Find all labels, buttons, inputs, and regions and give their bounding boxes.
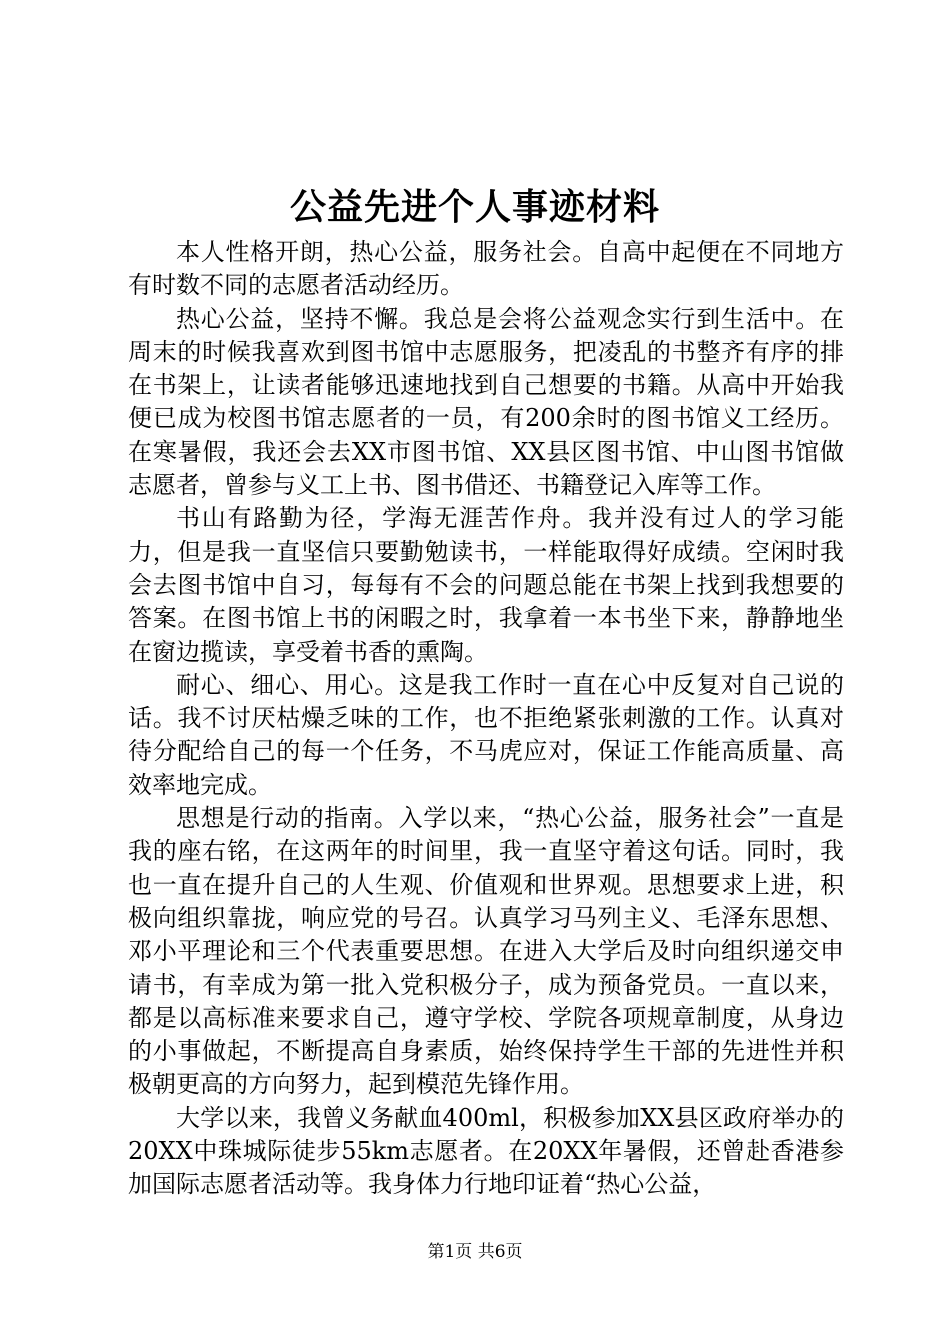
paragraph: 大学以来，我曾义务献血400ml，积极参加XX县区政府举办的20XX中珠城际徒步55km志愿者。在20XX年暑假，还曾赴香港参加国际志愿者活动等。我身体力行地印证着“热心公益， [128, 1103, 844, 1199]
paragraph: 书山有路勤为径，学海无涯苦作舟。我并没有过人的学习能力，但是我一直坚信只要勤勉读书，一样能取得好成绩。空闲时我会去图书馆中自习，每每有不会的问题总能在书架上找到我想要的答案。在图书馆上书的闲暇之时，我拿着一本书坐下来，静静地坐在窗边揽读，享受着书香的熏陶。 [128, 504, 844, 666]
document-title: 公益先进个人事迹材料 [289, 186, 660, 228]
paragraph: 热心公益，坚持不懈。我总是会将公益观念实行到生活中。在周末的时候我喜欢到图书馆中志愿服务，把凌乱的书整齐有序的排在书架上，让读者能够迅速地找到自己想要的书籍。从高中开始我便已成为校图书馆志愿者的一员，有200余时的图书馆义工经历。在寒暑假，我还会去XX市图书馆、XX县区图书馆、中山图书馆做志愿者，曾参与义工上书、图书借还、书籍登记入库等工作。 [128, 304, 844, 500]
page-number-footer: 第1页 共6页 [427, 1242, 523, 1262]
paragraph: 耐心、细心、用心。这是我工作时一直在心中反复对自己说的话。我不讨厌枯燥乏味的工作，也不拒绝紧张刺激的工作。认真对待分配给自己的每一个任务，不马虎应对，保证工作能高质量、高效率地完成。 [128, 670, 844, 799]
paragraph: 思想是行动的指南。入学以来，“热心公益，服务社会”一直是我的座右铭，在这两年的时间里，我一直坚守着这句话。同时，我也一直在提升自己的人生观、价值观和世界观。思想要求上进，积极向组织靠拢，响应党的号召。认真学习马列主义、毛泽东思想、邓小平理论和三个代表重要思想。在进入大学后及时向组织递交申请书，有幸成为第一批入党积极分子，成为预备党员。一直以来，都是以高标准来要求自己，遵守学校、学院各项规章制度，从身边的小事做起，不断提高自身素质，始终保持学生干部的先进性并积极朝更高的方向努力，起到模范先锋作用。 [128, 804, 844, 1099]
document-body [128, 236, 844, 1202]
paragraph: 本人性格开朗，热心公益，服务社会。自高中起便在不同地方有时数不同的志愿者活动经历。 [128, 238, 844, 300]
